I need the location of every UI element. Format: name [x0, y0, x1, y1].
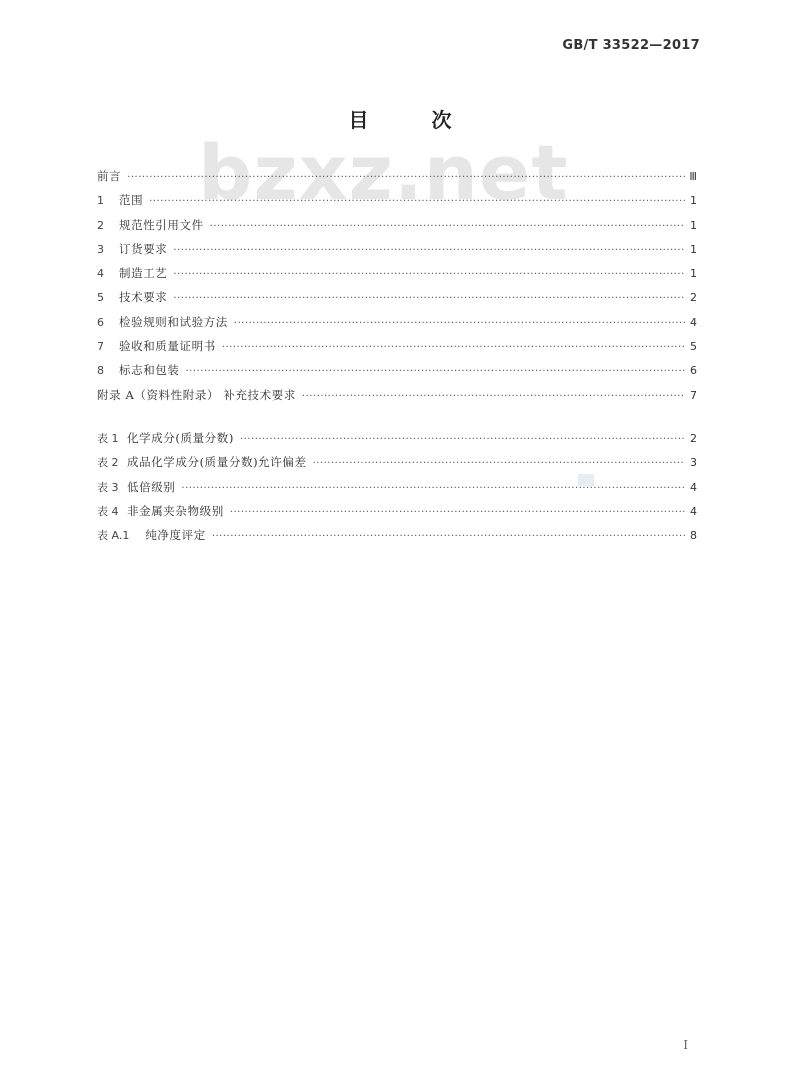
toc-leader-dots — [173, 293, 685, 304]
toc-leader-dots — [181, 483, 685, 494]
toc-leader-dots — [240, 434, 685, 445]
scan-artifact — [578, 474, 594, 486]
toc-entry-title: 规范性引用文件 — [119, 217, 204, 232]
toc-entry-scope[interactable] — [97, 192, 697, 216]
table-list — [97, 430, 697, 551]
toc-entry-number: 7 — [97, 340, 104, 354]
toc-leader-dots — [149, 196, 685, 207]
toc-entry-number: 5 — [97, 291, 104, 305]
document-number: GB/T 33522—2017 — [562, 38, 700, 53]
table-entry-title: 非金属夹杂物级别 — [127, 503, 224, 518]
toc-entry-page: 4 — [690, 315, 697, 329]
table-entry-title: 低倍级别 — [127, 479, 176, 494]
toc-entry-page: Ⅲ — [689, 170, 697, 183]
toc-entry-title: 范围 — [119, 193, 144, 208]
table-entry-page: 8 — [690, 529, 697, 543]
toc-entry-page: 2 — [690, 291, 697, 305]
toc-entry-title: 制造工艺 — [119, 266, 168, 281]
toc-entry-page: 1 — [690, 218, 697, 232]
toc-entry-number: 8 — [97, 364, 104, 378]
table-entry-1[interactable] — [97, 430, 697, 454]
table-entry-4[interactable] — [97, 503, 697, 527]
toc-entry-title: 检验规则和试验方法 — [119, 314, 228, 329]
toc-entry-page: 1 — [690, 242, 697, 256]
table-entry-number: 表 4 — [97, 504, 119, 518]
table-entry-2[interactable] — [97, 454, 697, 478]
toc-list — [97, 168, 697, 411]
toc-entry-marking-packaging[interactable] — [97, 362, 697, 386]
toc-leader-dots — [127, 172, 685, 183]
table-entry-a1[interactable] — [97, 527, 697, 551]
toc-entry-normative-references[interactable] — [97, 217, 697, 241]
toc-entry-technical-requirements[interactable] — [97, 289, 697, 313]
table-entry-number: 表 3 — [97, 480, 119, 494]
toc-leader-dots — [230, 507, 685, 518]
toc-entry-number: 6 — [97, 315, 104, 329]
table-entry-title: 纯净度评定 — [145, 528, 206, 543]
table-entry-page: 4 — [690, 480, 697, 494]
toc-leader-dots — [234, 318, 685, 329]
toc-leader-dots — [212, 531, 685, 542]
toc-entry-ordering[interactable] — [97, 241, 697, 265]
table-entry-number: 表 1 — [97, 432, 119, 445]
toc-entry-page: 1 — [690, 267, 697, 281]
footer-page-number: I — [683, 1038, 688, 1052]
table-entry-title: 化学成分(质量分数) — [127, 431, 234, 445]
toc-leader-dots — [186, 366, 686, 377]
toc-leader-dots — [313, 458, 685, 469]
table-entry-page: 2 — [690, 432, 697, 445]
toc-entry-page: 7 — [690, 388, 697, 402]
toc-leader-dots — [302, 391, 685, 402]
toc-entry-page: 6 — [690, 364, 697, 378]
toc-entry-number: 3 — [97, 242, 104, 256]
toc-entry-manufacturing[interactable] — [97, 265, 697, 289]
table-entry-number: 表 2 — [97, 456, 119, 470]
toc-leader-dots — [173, 269, 685, 280]
toc-entry-number: 2 — [97, 218, 104, 232]
toc-entry-page: 1 — [690, 194, 697, 208]
toc-entry-title: 技术要求 — [119, 290, 168, 305]
toc-entry-annex-a[interactable] — [97, 387, 697, 411]
toc-leader-dots — [210, 221, 685, 232]
toc-entry-title: 前言 — [97, 169, 122, 183]
table-entry-number: 表 A.1 — [97, 529, 130, 543]
toc-leader-dots — [222, 342, 685, 353]
toc-entry-foreword[interactable] — [97, 168, 697, 192]
toc-leader-dots — [173, 245, 685, 256]
table-entry-page: 4 — [690, 504, 697, 518]
toc-entry-title: 验收和质量证明书 — [119, 339, 216, 354]
toc-entry-number: 1 — [97, 194, 104, 208]
toc-entry-acceptance[interactable] — [97, 338, 697, 362]
toc-entry-title: 附录 A（资料性附录） 补充技术要求 — [97, 387, 296, 402]
toc-entry-title: 标志和包装 — [119, 363, 180, 378]
toc-entry-page: 5 — [690, 340, 697, 354]
toc-entry-number: 4 — [97, 267, 104, 281]
table-entry-3[interactable] — [97, 479, 697, 503]
toc-entry-title: 订货要求 — [119, 241, 168, 256]
toc-entry-inspection-rules[interactable] — [97, 314, 697, 338]
watermark: bzxz.net — [198, 128, 569, 217]
table-entry-page: 3 — [690, 456, 697, 470]
page-title: 目 次 — [348, 108, 480, 132]
table-entry-title: 成品化学成分(质量分数)允许偏差 — [127, 455, 307, 470]
